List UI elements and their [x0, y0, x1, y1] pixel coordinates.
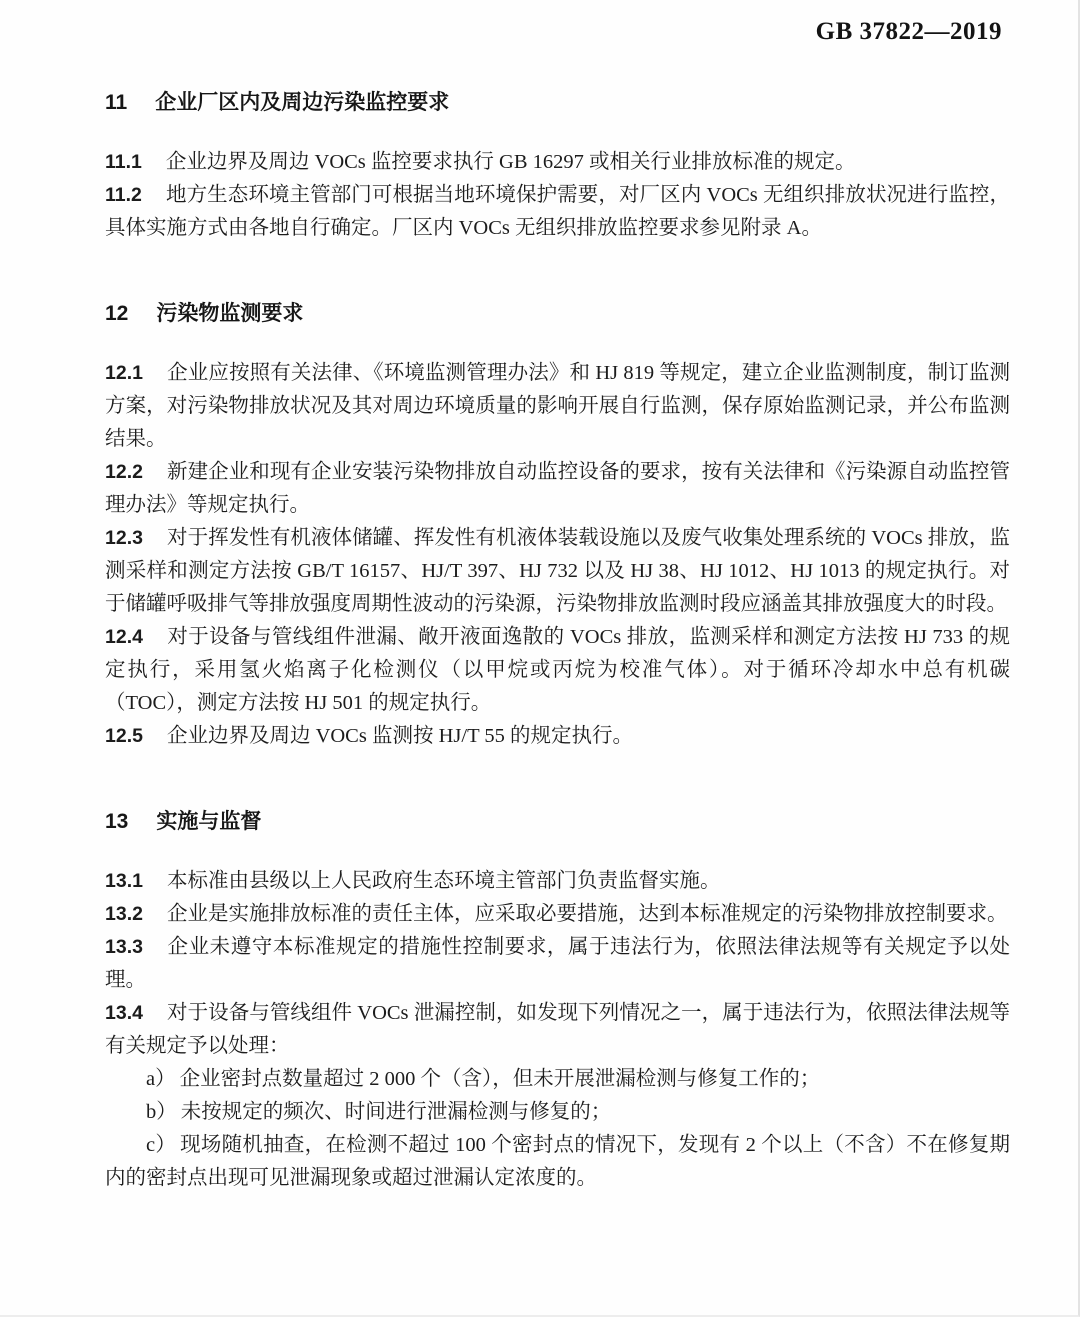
- page-content: [105, 18, 1010, 1195]
- section-number: 13: [105, 810, 129, 833]
- clause-number: 12.5: [105, 725, 143, 747]
- clause-number: 11.2: [105, 184, 142, 206]
- clause-12-1: [105, 357, 1010, 456]
- section-number: 11: [105, 91, 128, 114]
- section-title: 企业厂区内及周边污染监控要求: [155, 91, 450, 114]
- clause-number: 11.1: [105, 151, 142, 173]
- clause-text: 企业未遵守本标准规定的措施性控制要求，属于违法行为，依照法律法规等有关规定予以处理。: [105, 936, 1010, 991]
- clause-number: 12.1: [105, 362, 143, 384]
- clause-12-4: [105, 621, 1010, 720]
- standard-number-header: GB 37822—2019: [815, 18, 1002, 45]
- list-item-text: 企业密封点数量超过 2 000 个（含），但未开展泄漏检测与修复工作的；: [179, 1068, 821, 1090]
- section-heading-13: [105, 805, 1010, 835]
- clause-12-5: [105, 720, 1010, 753]
- clause-number: 12.4: [105, 626, 143, 648]
- list-item-marker: c）: [146, 1134, 177, 1156]
- clause-11-2: [105, 179, 1010, 245]
- section-heading-11: [105, 86, 1010, 116]
- clause-13-1: [105, 865, 1010, 898]
- clause-13-4: [105, 997, 1010, 1063]
- clause-13-3: [105, 931, 1010, 997]
- clause-text: 本标准由县级以上人民政府生态环境主管部门负责监督实施。: [166, 870, 721, 892]
- section-number: 12: [105, 302, 129, 325]
- clause-text: 对于挥发性有机液体储罐、挥发性有机液体装载设施以及废气收集处理系统的 VOCs 排放，监测采样和测定方法按 GB/T 16157、HJ/T 397、HJ 732 以及 HJ 38、HJ 1012、HJ 1013 的规定执行。对于储罐呼吸排气等排放强度周期性波动的污染源，污染物排放监测时段应涵盖其排放强度大的时段。: [105, 527, 1010, 615]
- section-11-clauses: [105, 146, 1010, 245]
- clause-number: 13.4: [105, 1002, 143, 1024]
- list-item-b: [105, 1096, 1010, 1129]
- list-item-text: 现场随机抽查，在检测不超过 100 个密封点的情况下，发现有 2 个以上（不含）不在修复期内的密封点出现可见泄漏现象或超过泄漏认定浓度的。: [105, 1134, 1010, 1189]
- section-13-clauses: [105, 865, 1010, 1195]
- clause-13-2: [105, 898, 1010, 931]
- clause-text: 对于设备与管线组件泄漏、敞开液面逸散的 VOCs 排放，监测采样和测定方法按 HJ 733 的规定执行，采用氢火焰离子化检测仪（以甲烷或丙烷为校准气体）。对于循环冷却水中总有机碳（TOC），测定方法按 HJ 501 的规定执行。: [105, 626, 1010, 714]
- clause-11-1: [105, 146, 1010, 179]
- clause-12-3: [105, 522, 1010, 621]
- list-item-marker: a）: [146, 1068, 176, 1090]
- list-item-c: [105, 1129, 1010, 1195]
- section-title: 实施与监督: [156, 810, 262, 833]
- list-item-text: 未按规定的频次、时间进行泄漏检测与修复的；: [180, 1101, 612, 1123]
- clause-text: 企业是实施排放标准的责任主体，应采取必要措施，达到本标准规定的污染物排放控制要求。: [166, 903, 1008, 925]
- clause-text: 地方生态环境主管部门可根据当地环境保护需要，对厂区内 VOCs 无组织排放状况进行监控，具体实施方式由各地自行确定。厂区内 VOCs 无组织排放监控要求参见附录 A。: [105, 184, 1010, 239]
- list-item-marker: b）: [146, 1101, 177, 1123]
- clause-number: 12.3: [105, 527, 143, 549]
- clause-number: 13.1: [105, 870, 143, 892]
- clause-text: 企业边界及周边 VOCs 监测按 HJ/T 55 的规定执行。: [166, 725, 633, 747]
- section-title: 污染物监测要求: [156, 302, 304, 325]
- clause-number: 13.2: [105, 903, 143, 925]
- section-heading-12: [105, 297, 1010, 327]
- section-12-clauses: [105, 357, 1010, 753]
- clause-12-2: [105, 456, 1010, 522]
- clause-text: 对于设备与管线组件 VOCs 泄漏控制，如发现下列情况之一，属于违法行为，依照法律法规等有关规定予以处理：: [105, 1002, 1010, 1057]
- clause-text: 新建企业和现有企业安装污染物排放自动监控设备的要求，按有关法律和《污染源自动监控管理办法》等规定执行。: [105, 461, 1010, 516]
- clause-text: 企业边界及周边 VOCs 监控要求执行 GB 16297 或相关行业排放标准的规定。: [165, 151, 856, 173]
- clause-text: 企业应按照有关法律、《环境监测管理办法》和 HJ 819 等规定，建立企业监测制度，制订监测方案，对污染物排放状况及其对周边环境质量的影响开展自行监测，保存原始监测记录，并公布监测结果。: [105, 362, 1010, 450]
- clause-number: 12.2: [105, 461, 143, 483]
- list-item-a: [105, 1063, 1010, 1096]
- clause-number: 13.3: [105, 936, 143, 958]
